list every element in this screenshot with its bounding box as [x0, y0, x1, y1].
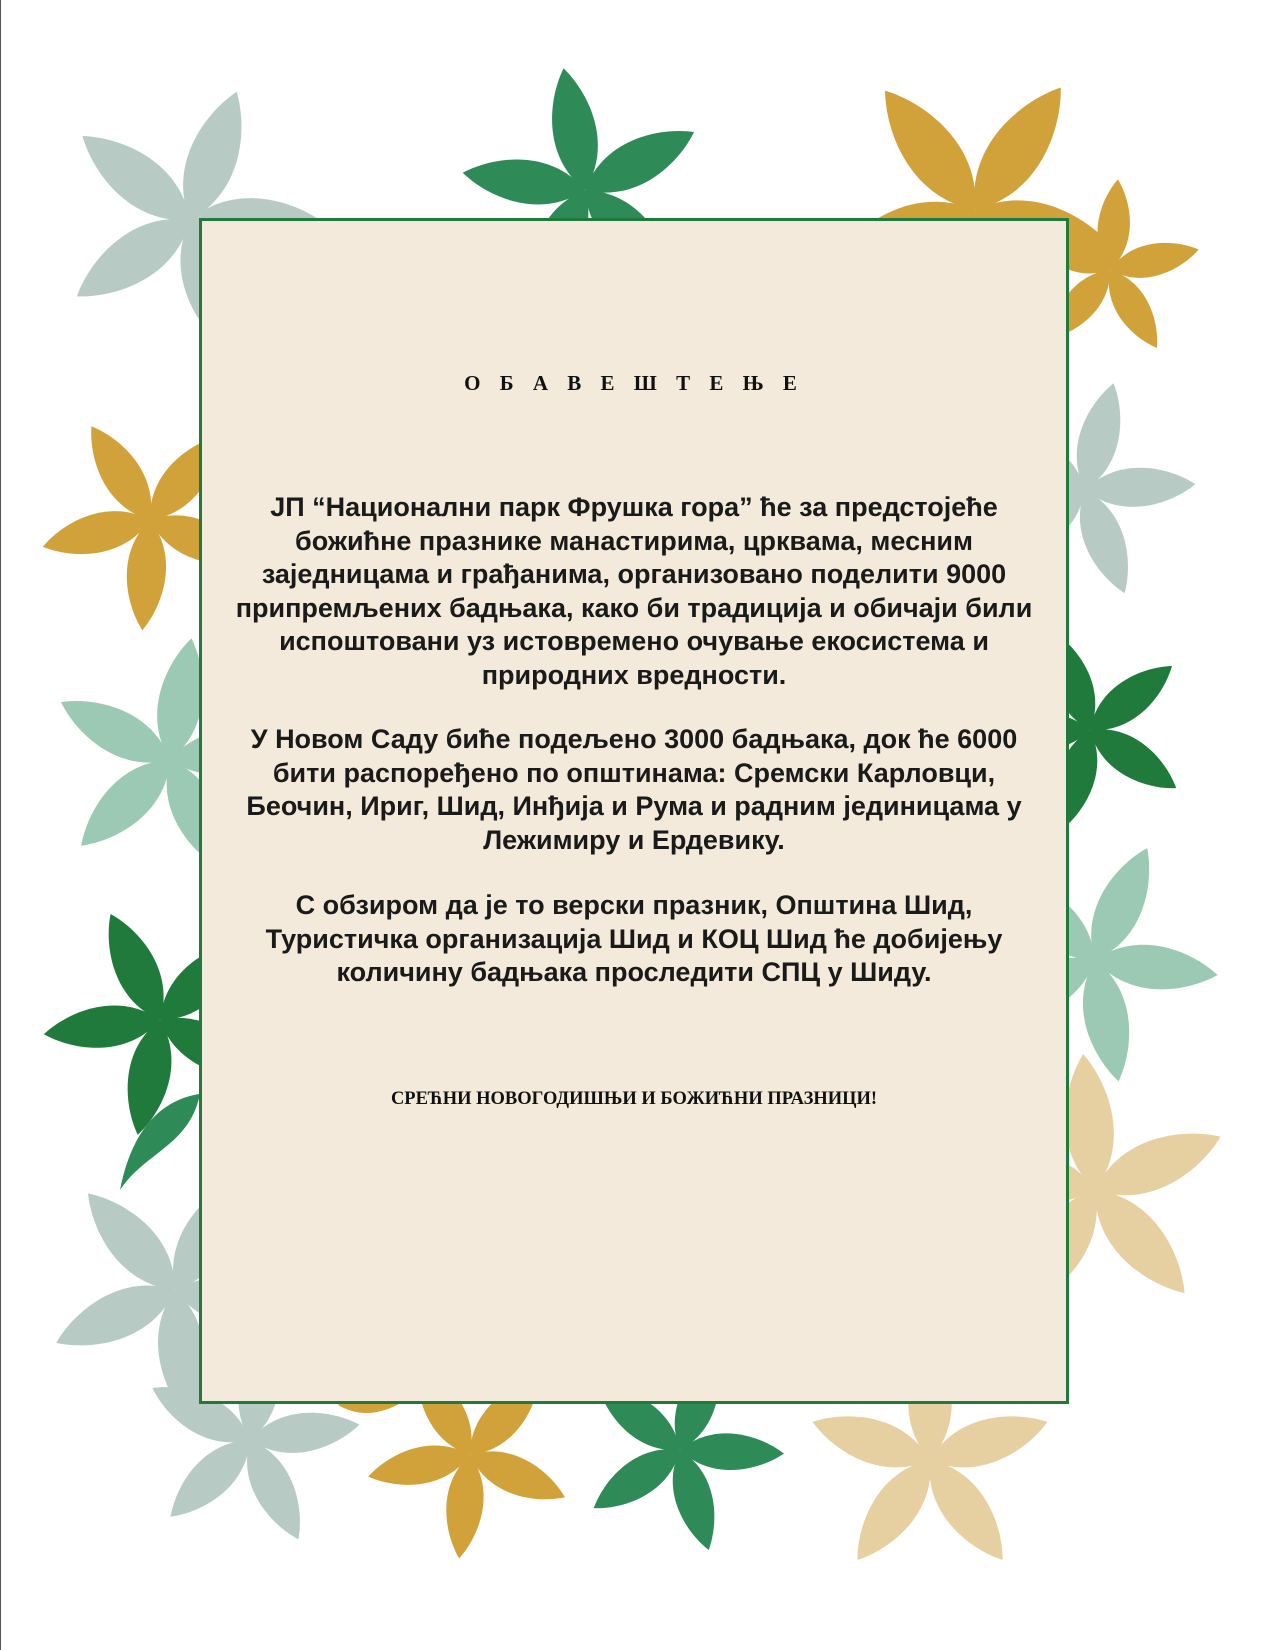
text-line: бити распоређено по општинама: Сремски Карловци, [272, 757, 996, 788]
text-line: божићне празнике манастирима, црквама, месним [295, 525, 973, 556]
notice-title: О Б А В Е Ш Т Е Њ Е [464, 371, 804, 395]
text-line: Туристичка организација Шид и КОЦ Шид ће добијењу [265, 923, 1003, 954]
notice-card [199, 218, 1069, 1404]
holiday-greeting: СРЕЋНИ НОВОГОДИШЊИ И БОЖИЋНИ ПРАЗНИЦИ! [390, 1089, 878, 1109]
text-line: Беочин, Ириг, Шид, Инђија и Рума и радним јединицама у [246, 791, 1022, 821]
paragraph-distribution [202, 491, 1066, 692]
text-line: Лежимиру и Ердевику. [483, 824, 785, 855]
text-line: испоштовани уз истовремено очување екосистема и [279, 626, 989, 656]
text-line: У Новом Саду биће подељено 3000 бадњака, док ће 6000 [250, 724, 1018, 754]
text-line: природних вредности. [481, 659, 787, 690]
text-line: количину бадњака проследити СПЦ у Шиду. [336, 957, 932, 987]
text-line: заједницама и грађанима, организовано поделити 9000 [261, 559, 1007, 589]
text-line: припремљених бадњака, како би традиција и обичаји били [235, 592, 1033, 623]
text-line: С обзиром да је то верски празник, Општина Шид, [295, 890, 973, 920]
paragraph-sid [202, 889, 1066, 990]
paragraph-locations [202, 723, 1066, 857]
text-line: ЈП “Национални парк Фрушка гора” ће за предстојеће [270, 492, 998, 522]
